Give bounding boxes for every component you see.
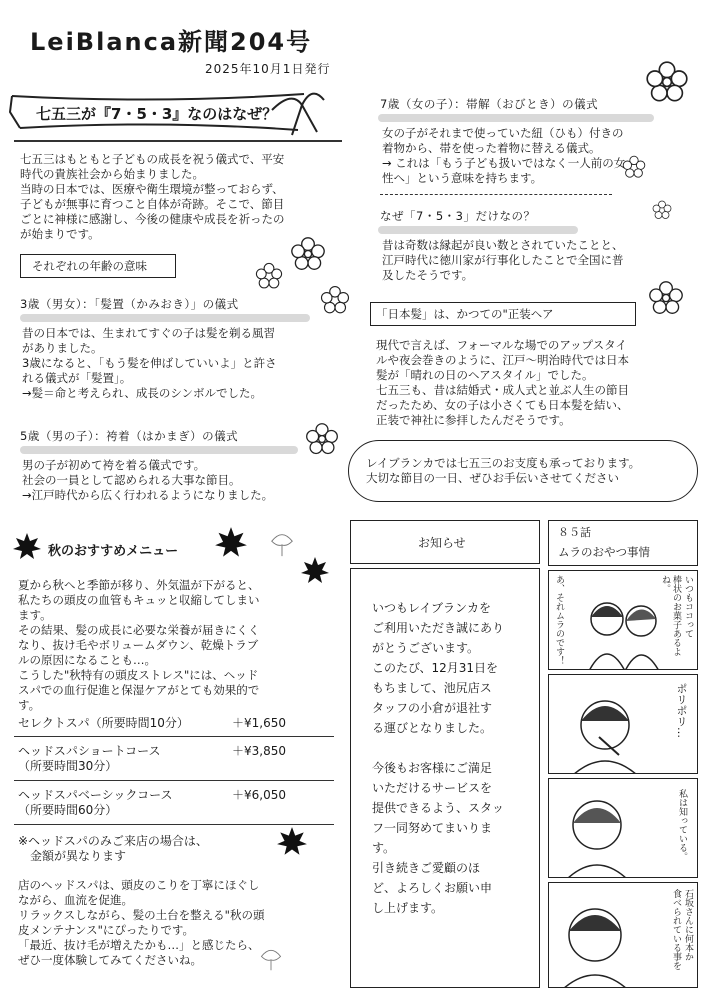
manga-panel — [548, 570, 698, 670]
menu-item-name: ヘッドスパショートコース （所要時間30分） — [18, 744, 161, 773]
divider — [14, 140, 342, 142]
notice-body: いつもレイブランカを ご利用いただき誠にあり がとうございます。 このたび、12月31日を もちまして、池尻店ス タッフの小倉が退社す る運びとなりました。 今後もお客様にご満足 いただけるサービスを 提供できるよう、スタッ フ一同努めてまいりま す。 引き続きご愛顧のほ ど、よろしくお願い申 し上げます。 — [372, 601, 505, 915]
age5-body: 男の子が初めて袴を着る儀式です。 社会の一員として認められる大事な節目。 →江戸時代から広く行われるようになりました。 — [22, 458, 274, 502]
menu-item-price: ＋¥6,050 — [232, 788, 286, 802]
age7-body: 女の子がそれまで使っていた紐（ひも）付きの 着物から、帯を使った着物に替える儀式。 → これは「もう子ども扱いではなく一人前の女 性へ」という意味を持ちます。 — [382, 126, 626, 185]
menu-item-name: ヘッドスパベーシックコース （所要時間60分） — [18, 788, 173, 817]
why-heading: なぜ「7・5・3」だけなの？ — [380, 209, 536, 223]
autumn-menu-heading: 秋のおすすめメニュー — [48, 544, 179, 559]
heading-underline — [378, 226, 578, 234]
notice-heading: お知らせ — [418, 536, 466, 550]
manga-dialogue: 石坂さんに何本か — [683, 889, 693, 961]
hair-body: 現代で言えば、フォーマルな場でのアップスタイ ルや夜会巻きのように、江戸〜明治時代では日本 髪が「晴れの日のヘアスタイル」でした。 七五三も、昔は結婚式・成人式と並ぶ人生の節目 だったため、女の子は小さくても日本髪を結い、 正装で神社に参拝したんだそうです。 — [376, 338, 629, 427]
ginkgo-leaf-icon — [258, 946, 284, 972]
age5-heading: 5歳（男の子）：袴着（はかまぎ）の儀式 — [20, 429, 239, 443]
shichigosan-intro: 七五三はもともと子どもの成長を祝う儀式で、平安 時代の貴族社会から始まりました。 当時の日本では、医療や衛生環境が整っておらず、 子どもが無事に育つこと自体が奇跡。そこで、節目 ごとに神様に感謝し、今後の健康や成長を祈ったの が始まりです。 — [20, 152, 285, 241]
menu-note: ※ヘッドスパのみご来店の場合は、 金額が異なります — [18, 834, 208, 863]
two-characters-illustration — [579, 589, 669, 670]
issue-date: 2025年10月1日発行 — [205, 62, 331, 76]
character-illustration — [555, 891, 651, 988]
flower-icon — [255, 262, 283, 290]
divider — [14, 824, 334, 825]
ginkgo-leaf-icon — [268, 530, 296, 558]
menu-item-name: セレクトスパ（所要時間10分） — [18, 716, 189, 730]
bubble-text: レイブランカでは七五三のお支度も承っております。 大切な節目の一日、ぜひお手伝いさせてください — [366, 456, 641, 485]
menu-item-price: ＋¥3,850 — [232, 744, 286, 758]
menu-item-price: ＋¥1,650 — [232, 716, 286, 730]
maple-leaf-icon — [276, 826, 308, 858]
divider — [380, 194, 612, 195]
manga-dialogue: 私は知っている。 — [677, 789, 687, 861]
autumn-menu-outro: 店のヘッドスパは、頭皮のこりを丁寧にほぐし ながら、血流を促進。 リラックスしながら、髪の土台を整える"秋の頭 皮メンテナンス"にぴったりです。 「最近、抜け毛が増えたかも…」と感じたら、 ぜひ一度体験してみてくださいね。 — [18, 878, 265, 967]
hair-heading: 「日本髪」は、かつての"正装ヘア — [376, 307, 554, 321]
divider — [14, 736, 334, 737]
heading-underline — [378, 114, 654, 122]
manga-panel — [548, 778, 698, 878]
maple-leaf-icon — [12, 532, 42, 562]
character-eating-illustration — [563, 685, 653, 774]
age-heading: それぞれの年齢の意味 — [32, 259, 147, 273]
character-illustration — [557, 785, 647, 878]
manga-dialogue: あ、それムラのです！ — [554, 575, 564, 665]
divider — [14, 780, 334, 781]
flower-icon — [652, 200, 672, 220]
flower-icon — [648, 280, 684, 316]
shichigosan-headline: 七五三が『7・5・3』なのはなぜ？ — [36, 105, 278, 123]
flower-icon — [305, 422, 339, 456]
manga-title: ムラのおやつ事情 — [558, 545, 650, 559]
heading-underline — [20, 446, 298, 454]
heading-underline — [20, 314, 310, 322]
manga-dialogue: 棒状のお菓子あるよね。 — [660, 575, 681, 656]
maple-leaf-icon — [214, 526, 248, 560]
age3-body: 昔の日本では、生まれてすぐの子は髪を剃る風習 がありました。 3歳になると、「もう髪を伸ばしていいよ」と許さ れる儀式が「髪置」。 →髪＝命と考えられ、成長のシンボルでした。 — [22, 326, 277, 400]
manga-sound-effect: ポリポリ… — [675, 683, 688, 738]
manga-panel — [548, 882, 698, 988]
why-body: 昔は奇数は縁起が良い数とされていたことと、 江戸時代に徳川家が行事化したことで全国に普 及したそうです。 — [382, 238, 624, 282]
manga-panel — [548, 674, 698, 774]
newsletter-title: LeiBlanca新聞204号 — [30, 28, 313, 56]
manga-dialogue: 食べられている事を — [671, 889, 681, 970]
flower-icon — [645, 60, 689, 104]
flower-icon — [320, 285, 350, 315]
age3-heading: 3歳（男女）：「髪置（かみおき）」の儀式 — [20, 297, 239, 311]
autumn-menu-intro: 夏から秋へと季節が移り、外気温が下がると、 私たちの頭皮の血管もキュッと収縮してしまい ます。 その結果、髪の成長に必要な栄養が届きにくく なり、抜け毛やボリュームダウン、乾燥トラブ ルの原因になることも…。 こうした"秋特有の頭皮ストレス"には、ヘッド スパでの血行促進と保湿ケアがとても効果的で す。 — [18, 578, 260, 712]
age7-heading: 7歳（女の子）：帯解（おびとき）の儀式 — [380, 97, 599, 111]
manga-episode: ８５話 — [558, 526, 591, 539]
manga-dialogue: いつもココって — [683, 575, 693, 638]
